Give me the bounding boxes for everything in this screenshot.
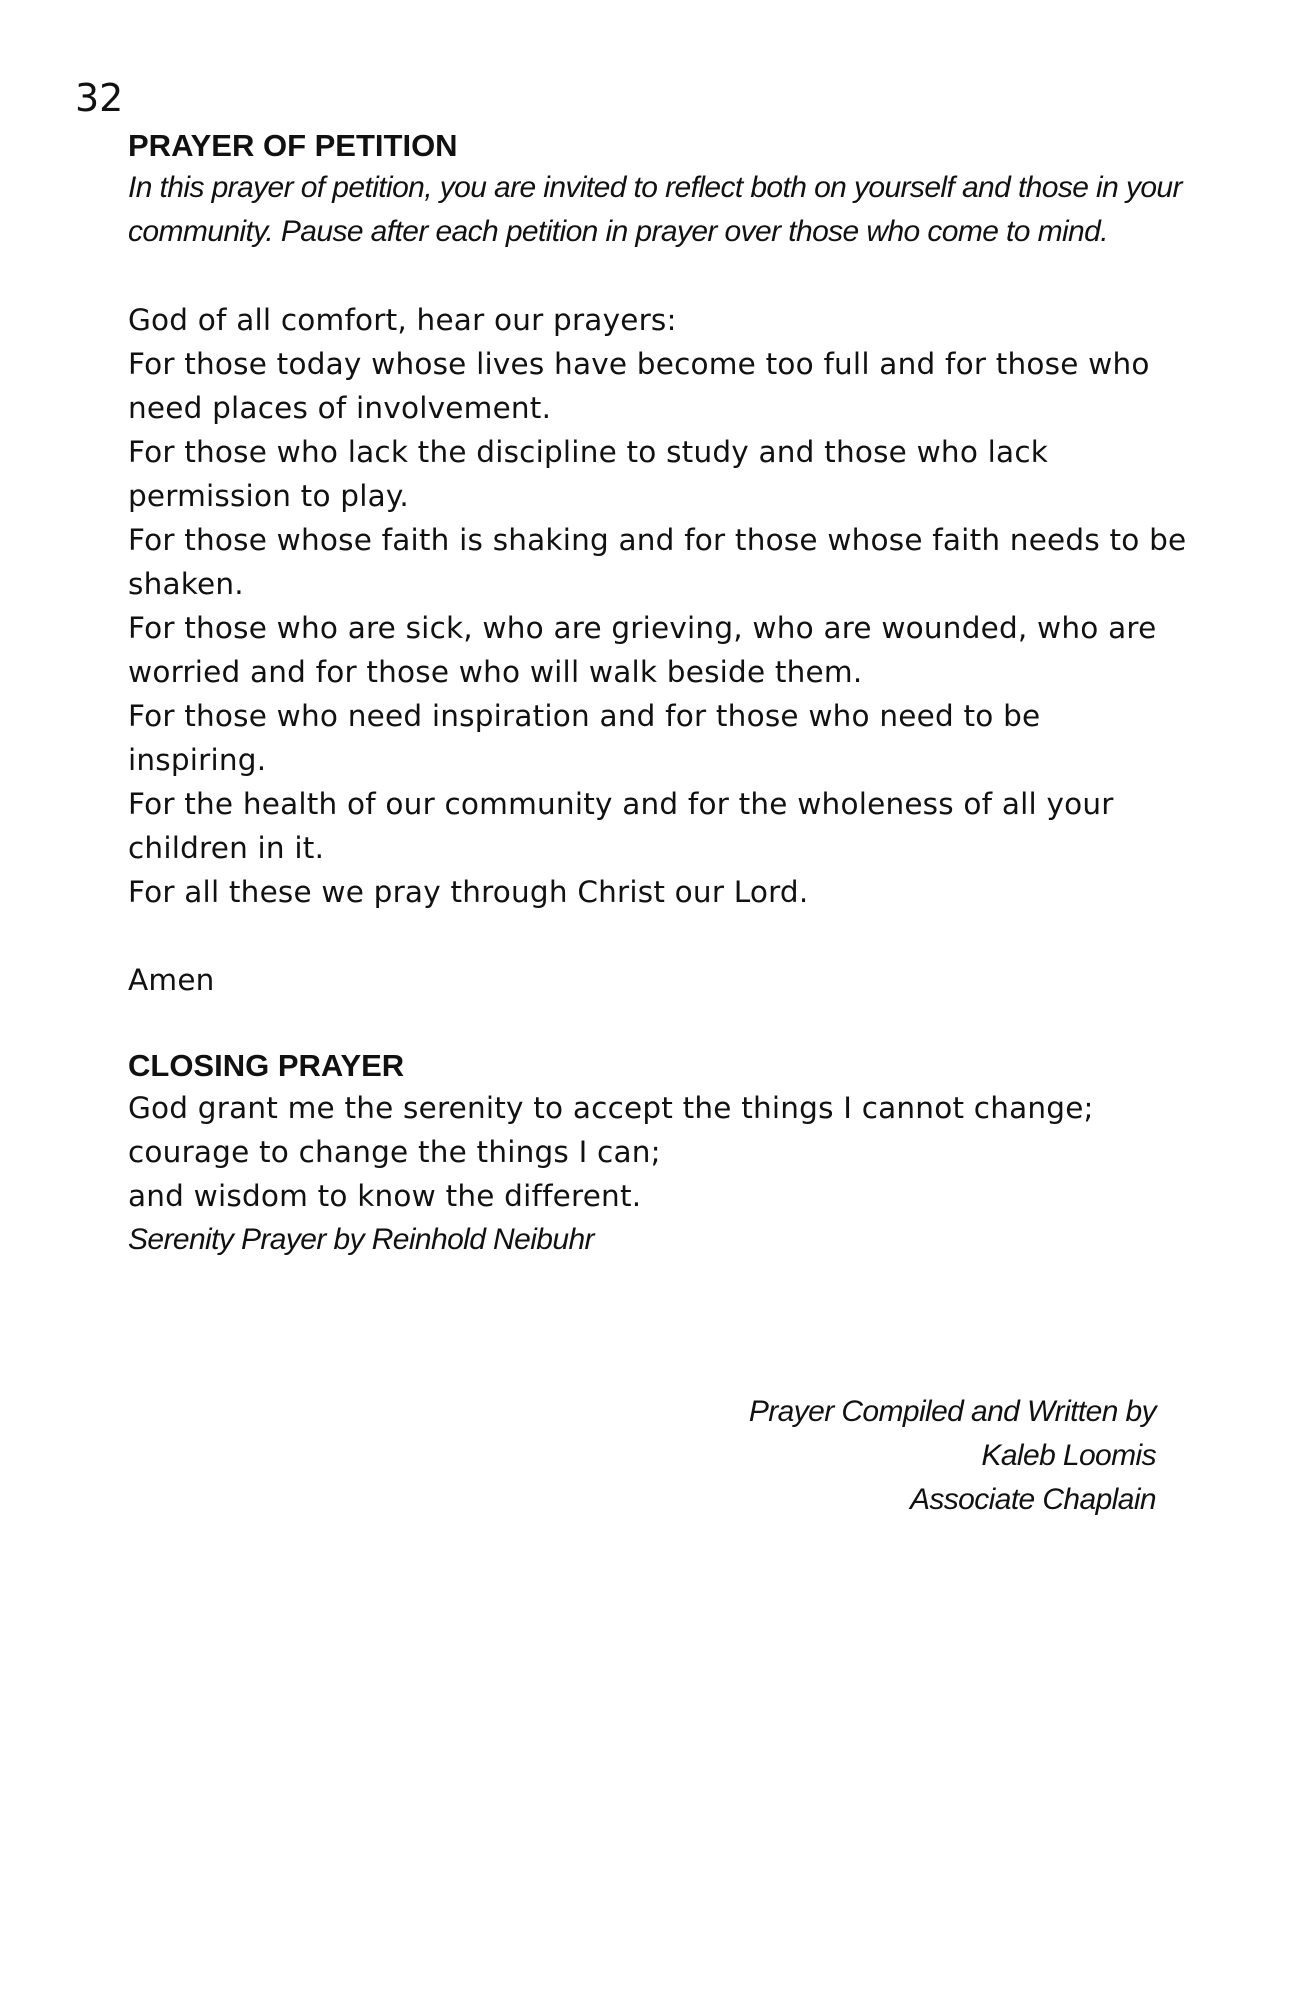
closing-line: and wisdom to know the different.: [128, 1179, 642, 1213]
closing-attribution: Serenity Prayer by Reinhold Neibuhr: [128, 1223, 594, 1256]
spacer: [128, 914, 1188, 958]
spacer: [128, 254, 1188, 298]
petition-line: For those who are sick, who are grieving, who are wounded, who are worried and for those who will walk beside them.: [128, 611, 1157, 689]
closing-line: courage to change the things I can;: [128, 1135, 661, 1169]
author-name: Kaleb Loomis: [981, 1439, 1156, 1472]
petition-line: For all these we pray through Christ our Lord.: [128, 875, 809, 909]
author-title: Associate Chaplain: [909, 1483, 1156, 1516]
petition-heading: PRAYER OF PETITION: [128, 128, 458, 163]
petition-line: For those who need inspiration and for those who need to be inspiring.: [128, 699, 1041, 777]
petition-line: For the health of our community and for the wholeness of all your children in it.: [128, 787, 1114, 865]
closing-line: God grant me the serenity to accept the things I cannot change;: [128, 1091, 1094, 1125]
petition-line: For those whose faith is shaking and for those whose faith needs to be shaken.: [128, 523, 1187, 601]
author-credit: [749, 1390, 1156, 1522]
page-number: 32: [75, 76, 124, 120]
petition-line: For those who lack the discipline to study and those who lack permission to play.: [128, 435, 1049, 513]
closing-heading: CLOSING PRAYER: [128, 1048, 405, 1083]
prayer-content: [128, 126, 1188, 1262]
credit-line: Prayer Compiled and Written by: [748, 1395, 1156, 1428]
petition-line: For those today whose lives have become too full and for those who need places of involvement.: [128, 347, 1150, 425]
amen: Amen: [128, 963, 215, 997]
spacer: [128, 1002, 1188, 1046]
petition-opening: God of all comfort, hear our prayers:: [128, 303, 677, 337]
petition-intro: In this prayer of petition, you are invited to reflect both on yourself and those in your community. Pause after each petition in prayer over those who come to mind.: [128, 171, 1182, 248]
